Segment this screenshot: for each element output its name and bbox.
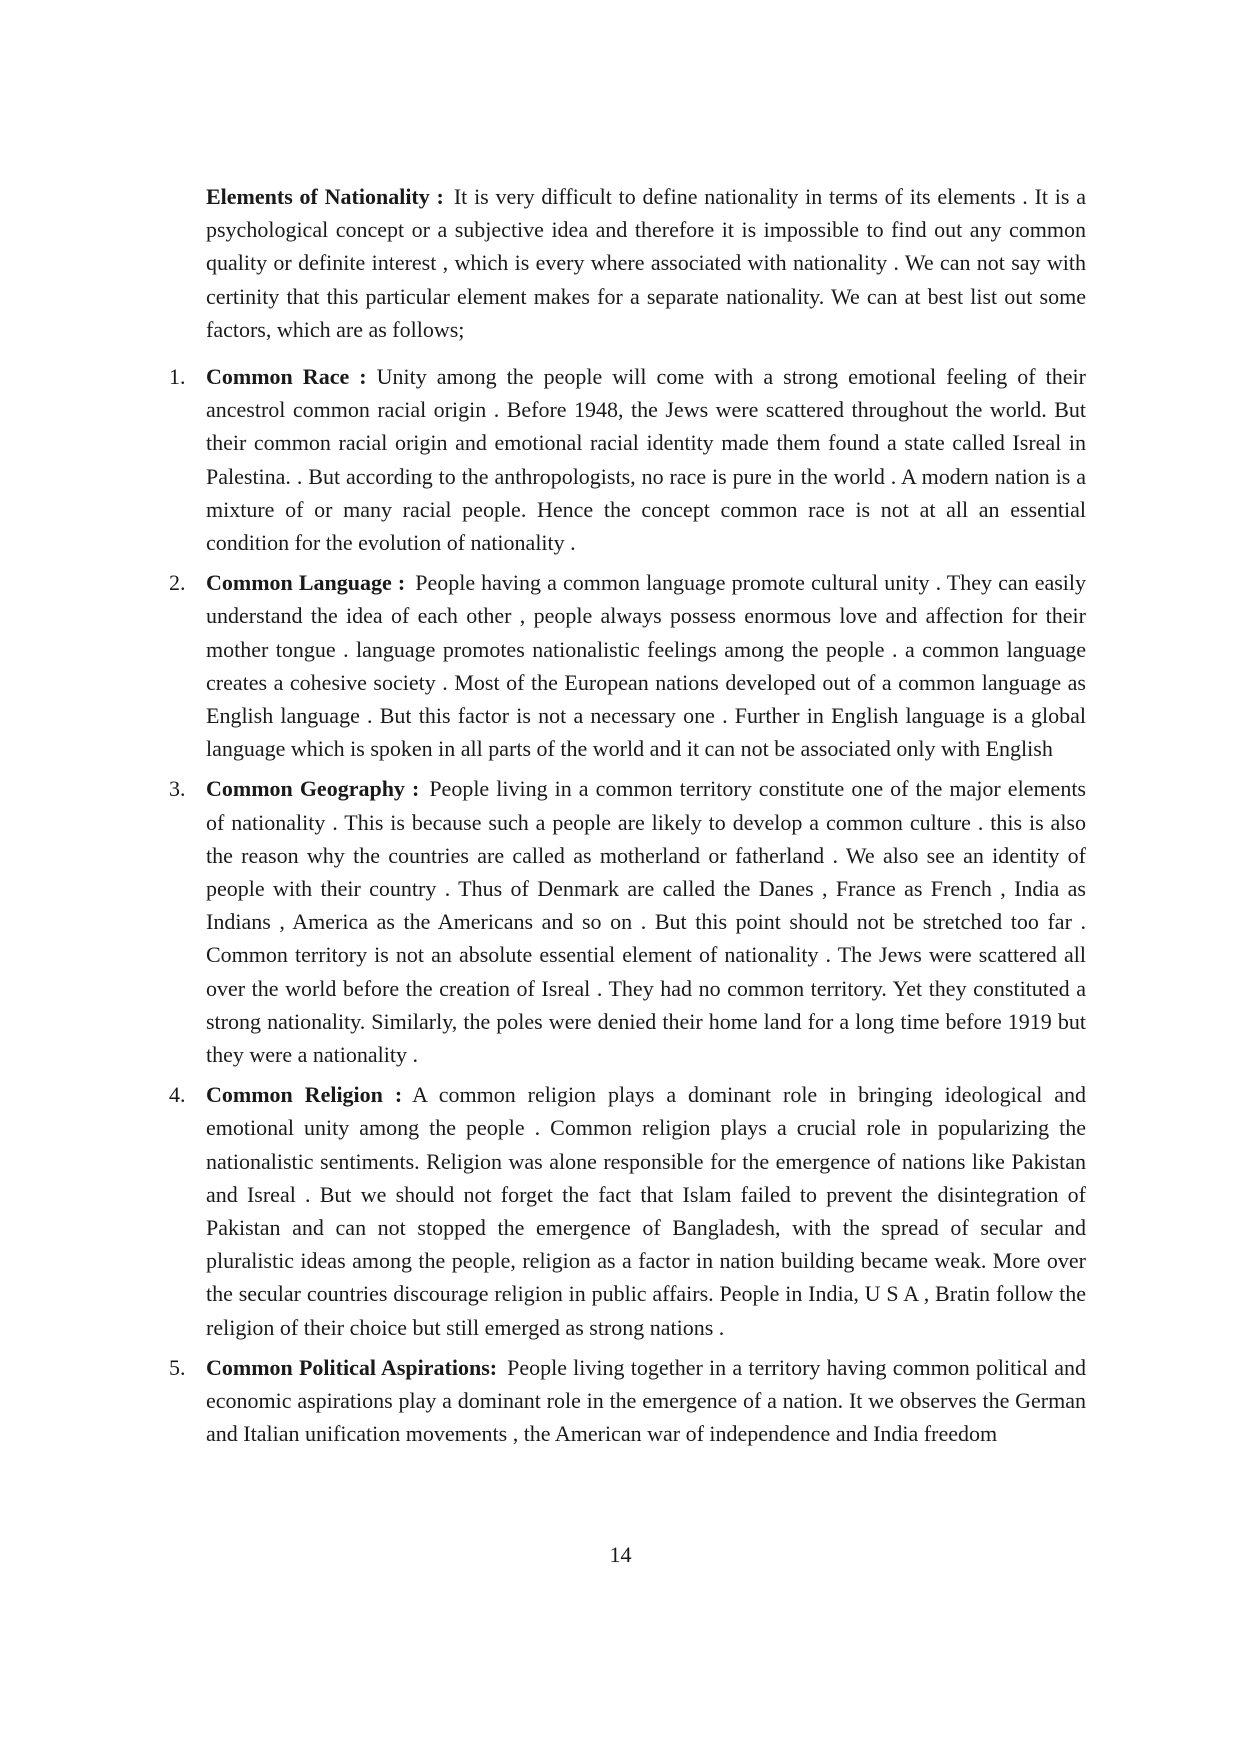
list-item-text: People living together in a territory having common political and economic aspirations play a dominant role in the emergence of a nation. It we observes the German and Italian unification movements , the American war of independence and India freedom bbox=[206, 1354, 1086, 1447]
list-item-common-political-aspirations bbox=[169, 1351, 1086, 1451]
list-item-common-geography bbox=[169, 772, 1086, 1071]
list-item-text: A common religion plays a dominant role in bringing ideological and emotional unity among the people . Common religion plays a crucial role in popularizing the nationalistic sentiments. Religion was alone responsible for the emergence of nations like Pakistan and Isreal . But we should not forget the fact that Islam failed to prevent the disintegration of Pakistan and can not stopped the emergence of Bangladesh, with the spread of secular and pluralistic ideas among the people, religion as a factor in nation building became weak. More over the secular countries discourage religion in public affairs. People in India, U S A , Bratin follow the religion of their choice but still emerged as strong nations . bbox=[206, 1082, 1087, 1340]
list-item-number: 5. bbox=[169, 1354, 186, 1380]
list-item-heading: Common Language : bbox=[206, 570, 406, 596]
list-item-heading: Common Geography : bbox=[206, 776, 420, 802]
list-item-heading: Common Political Aspirations: bbox=[206, 1354, 498, 1380]
list-item-paragraph bbox=[206, 360, 1086, 559]
page-number: 14 bbox=[609, 1542, 632, 1567]
intro-heading: Elements of Nationality : bbox=[206, 184, 444, 209]
list-item-paragraph bbox=[206, 1078, 1086, 1344]
intro-text: It is very difficult to define nationality in terms of its elements . It is a psychological concept or a subjective idea and therefore it is impossible to find out any common quality or definite interest , which is every where associated with nationality . We can not say with certinity that this particular element makes for a separate nationality. We can at best list out some factors, which are as follows; bbox=[206, 184, 1087, 342]
list-item-number: 1. bbox=[169, 364, 186, 389]
elements-list bbox=[169, 360, 1087, 1451]
list-item-heading: Common Religion : bbox=[206, 1082, 403, 1108]
intro-paragraph bbox=[206, 180, 1086, 346]
list-item-text: Unity among the people will come with a strong emotional feeling of their ancestrol common racial origin . Before 1948, the Jews were scattered throughout the world. But their common racial origin and emotional racial identity made them found a state called Isreal in Palestina. . But according to the anthropologists, no race is pure in the world . A modern nation is a mixture of or many racial people. Hence the concept common race is not at all an essential condition for the evolution of nationality . bbox=[206, 364, 1086, 556]
list-item-text: People having a common language promote cultural unity . They can easily understand the idea of each other , people always possess enormous love and affection for their mother tongue . language promotes nationalistic feelings among the people . a common language creates a cohesive society . Most of the European nations developed out of a common language as English language . But this factor is not a necessary one . Further in English language is a global language which is spoken in all parts of the world and it can not be associated only with English bbox=[206, 570, 1087, 762]
list-item-heading: Common Race : bbox=[206, 364, 367, 389]
list-item-paragraph bbox=[206, 1351, 1086, 1451]
list-item-common-language bbox=[169, 566, 1087, 765]
list-item-common-religion bbox=[169, 1078, 1087, 1344]
list-item-paragraph bbox=[206, 772, 1086, 1071]
list-item-number: 4. bbox=[169, 1082, 186, 1108]
list-item-text: People living in a common territory constitute one of the major elements of nationality . This is because such a people are likely to develop a common culture . this is also the reason why the countries are called as motherland or fatherland . We also see an identity of people with their country . Thus of Denmark are called the Danes , France as French , India as Indians , America as the Americans and so on . But this point should not be stretched too far . Common territory is not an absolute essential element of nationality . The Jews were scattered all over the world before the creation of Isreal . They had no common territory. Yet they constituted a strong nationality. Similarly, the poles were denied their home land for a long time before 1919 but they were a nationality . bbox=[206, 776, 1086, 1068]
list-item-common-race bbox=[169, 360, 1086, 559]
list-item-number: 3. bbox=[169, 776, 186, 802]
list-item-paragraph bbox=[206, 566, 1086, 765]
list-item-number: 2. bbox=[169, 570, 186, 596]
